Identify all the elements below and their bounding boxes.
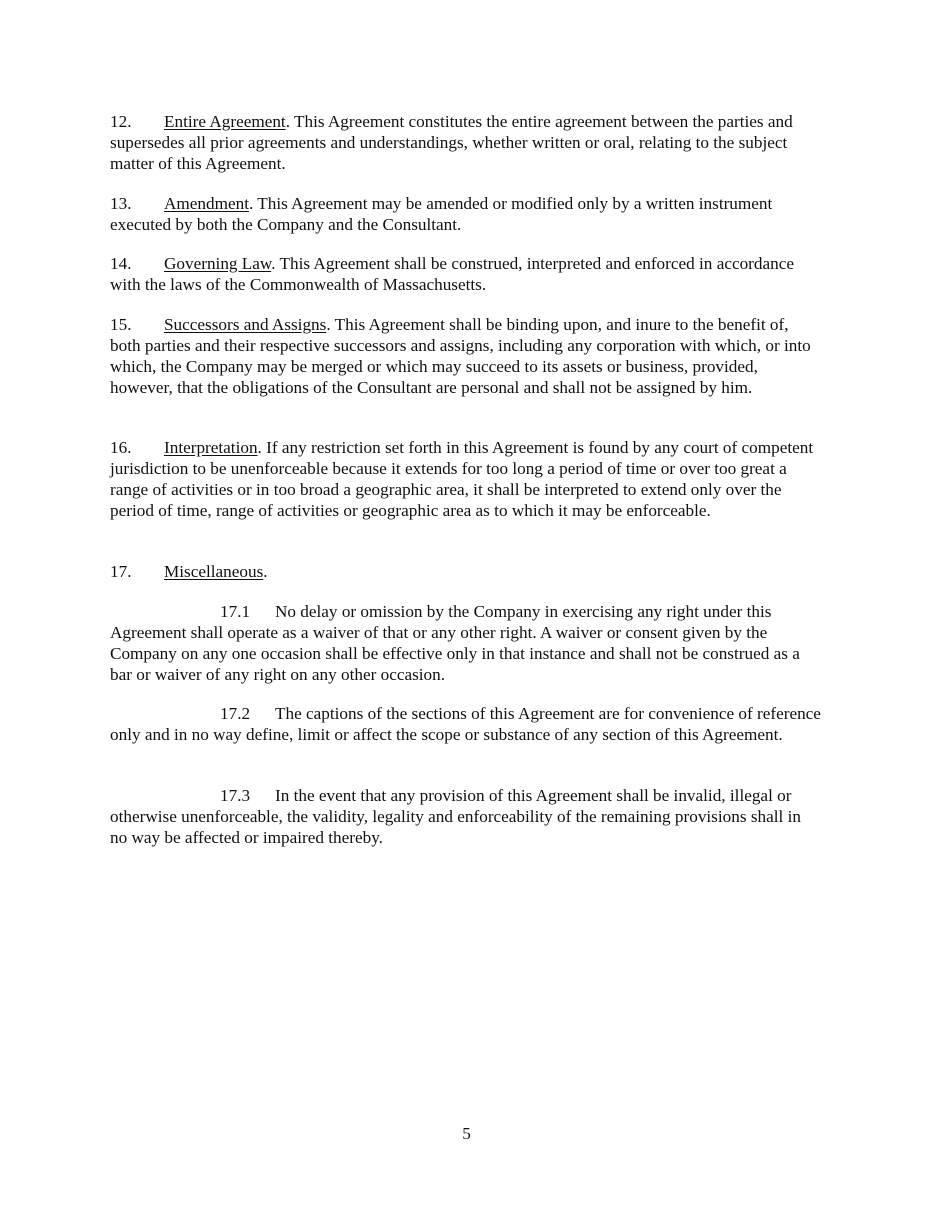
subsection-17-2 [110, 703, 822, 745]
subsection-text: In the event that any provision of this Agreement shall be invalid, illegal or otherwise unenforceable, the validity, legality and enforceability of the remaining provisions shall in no way be affected or impaired thereby. [110, 786, 801, 847]
subsection-text: The captions of the sections of this Agreement are for convenience of reference only and in no way define, limit or affect the scope or substance of any section of this Agreement. [110, 704, 821, 744]
section-number: 17. [110, 562, 132, 581]
subsection-number: 17.3 [220, 786, 251, 805]
section-number: 15. [110, 315, 132, 334]
section-number: 13. [110, 194, 132, 213]
section-heading: Entire Agreement [164, 112, 286, 131]
section-number: 12. [110, 112, 132, 131]
page-number: 5 [462, 1124, 471, 1143]
section-heading: Amendment [164, 194, 249, 213]
section-heading: Miscellaneous [164, 562, 264, 581]
section-heading: Governing Law [164, 254, 272, 273]
subsection-17-3 [110, 785, 822, 848]
section-number: 16. [110, 438, 132, 457]
section-16 [110, 437, 822, 521]
section-12 [110, 111, 822, 174]
section-text: . This Agreement constitutes the entire agreement between the parties and supersedes all prior agreements and understandings, whether written or oral, relating to the subject matter of this Agreement. [110, 112, 793, 173]
section-number: 14. [110, 254, 132, 273]
section-heading: Interpretation [164, 438, 258, 457]
section-text: . If any restriction set forth in this Agreement is found by any court of competent jurisdiction to be unenforceable because it extends for too long a period of time or over too great a range of activities or in too broad a geographic area, it shall be interpreted to extend only over the period of time, range of activities or geographic area as to which it may be enforceable. [110, 438, 814, 520]
section-heading: Successors and Assigns [164, 315, 327, 334]
section-13 [110, 193, 822, 235]
section-text: . This Agreement shall be binding upon, and inure to the benefit of, both parties and their respective successors and assigns, including any corporation with which, or into which, the Company may be merged or which may succeed to its assets or business, provided, however, that the obligations of the Consultant are personal and shall not be assigned by him. [110, 315, 811, 397]
section-17 [110, 561, 822, 582]
section-14 [110, 253, 822, 295]
subsection-number: 17.2 [220, 704, 251, 723]
subsection-17-1 [110, 601, 822, 685]
section-text: . This Agreement shall be construed, interpreted and enforced in accordance with the laws of the Commonwealth of Massachusetts. [110, 254, 794, 294]
subsection-text: No delay or omission by the Company in exercising any right under this Agreement shall operate as a waiver of that or any other right. A waiver or consent given by the Company on any one occasion shall be effective only in that instance and shall not be construed as a bar or waiver of any right on any other occasion. [110, 602, 800, 684]
section-text: . [263, 562, 268, 581]
section-text: . This Agreement may be amended or modified only by a written instrument executed by both the Company and the Consultant. [110, 194, 773, 234]
subsection-number: 17.1 [220, 602, 251, 621]
section-15 [110, 314, 822, 398]
